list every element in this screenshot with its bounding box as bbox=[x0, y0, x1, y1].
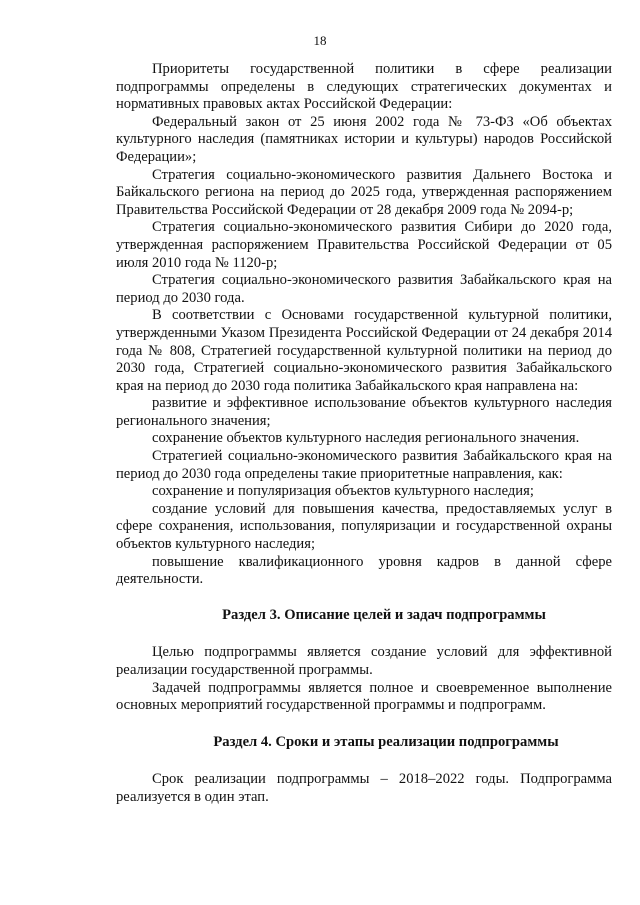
section-4-heading: Раздел 4. Сроки и этапы реализации подпрограммы bbox=[213, 733, 559, 750]
paragraph-federal-law: Федеральный закон от 25 июня 2002 года № 73-ФЗ «Об объектах культурного наследия (памятниках истории и культуры) народов Российской Федерации»; bbox=[116, 113, 612, 165]
list-item-qualification: повышение квалификационного уровня кадров в данной сфере деятельности. bbox=[116, 553, 612, 588]
paragraph-zabaikalsky-strategy: Стратегия социально-экономического развития Забайкальского края на период до 2030 года. bbox=[116, 272, 612, 306]
page-number: 18 bbox=[313, 33, 327, 48]
paragraph-priority-directions: Стратегией социально-экономического развития Забайкальского края на период до 2030 года определены такие приоритетные направления, как: bbox=[116, 448, 612, 482]
paragraph-far-east-strategy: Стратегия социально-экономического развития Дальнего Востока и Байкальского региона на период до 2025 года, утвержденная распоряжением Правительства Российской Федерации от 28 декабря 2009 года № 2094-р; bbox=[116, 166, 612, 218]
paragraph-siberia-strategy: Стратегия социально-экономического развития Сибири до 2020 года, утвержденная распоряжением Правительства Российской Федерации от 05 июля 2010 года № 1120-р; bbox=[116, 219, 612, 271]
page-content bbox=[116, 61, 612, 807]
list-item-popularization: сохранение и популяризация объектов культурного наследия; bbox=[152, 483, 534, 500]
section-3-goal: Целью подпрограммы является создание условий для эффективной реализации государственной программы. bbox=[116, 644, 612, 678]
list-item-service-quality: создание условий для повышения качества, предоставляемых услуг в сфере сохранения, использования, популяризации и государственной охраны объектов культурного наследия; bbox=[116, 500, 612, 553]
list-item-preservation: сохранение объектов культурного наследия регионального значения. bbox=[152, 430, 580, 447]
paragraph-priorities-intro: Приоритеты государственной политики в сфере реализации подпрограммы определены в следующих стратегических документах и нормативных правовых актах Российской Федерации: bbox=[116, 61, 612, 113]
section-3-task: Задачей подпрограммы является полное и своевременное выполнение основных мероприятий государственной программы и подпрограмм. bbox=[116, 679, 612, 714]
section-3-heading: Раздел 3. Описание целей и задач подпрограммы bbox=[222, 606, 546, 623]
paragraph-cultural-policy: В соответствии с Основами государственной культурной политики, утвержденными Указом Президента Российской Федерации от 24 декабря 2014 года № 808, Стратегией государственной культурной политики на период до 2030 года, Стратегией социально-экономического развития Забайкальского края на период до 2030 года политика Забайкальского края направлена на: bbox=[116, 307, 612, 394]
list-item-development: развитие и эффективное использование объектов культурного наследия регионального значения; bbox=[116, 395, 612, 429]
section-4-term: Срок реализации подпрограммы – 2018–2022 годы. Подпрограмма реализуется в один этап. bbox=[116, 771, 612, 805]
